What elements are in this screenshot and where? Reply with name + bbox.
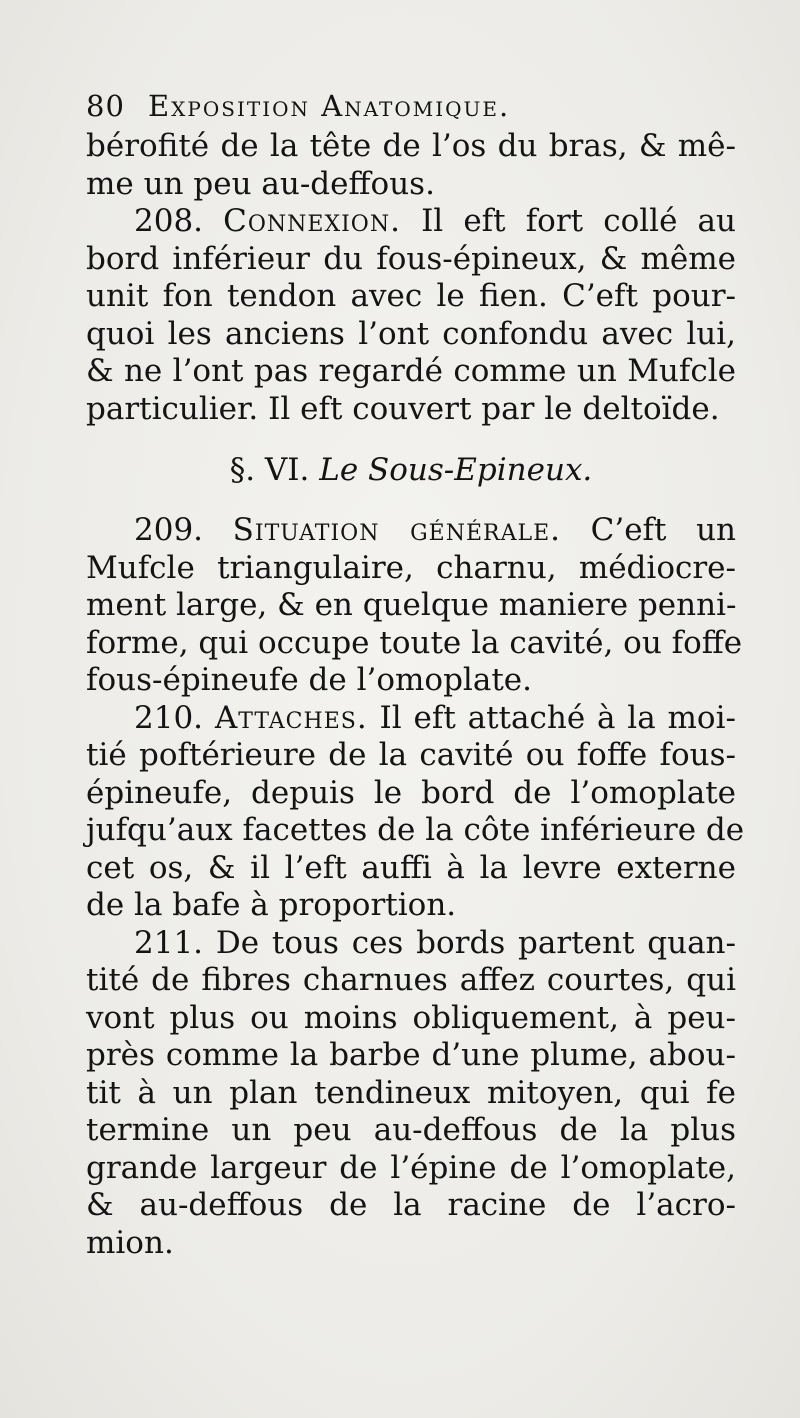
text-fragment: De tous ces bords partent quan- — [215, 924, 736, 961]
text-line: cet os, & il l’eft auffi à la levre externe — [86, 849, 736, 886]
page-header — [86, 84, 726, 128]
text-line: fous-épineufe de l’omoplate. — [86, 662, 532, 698]
text-line: tité de fibres charnues affez courtes, qui — [86, 962, 736, 998]
text-line: vont plus ou moins obliquement, à peu- — [86, 999, 736, 1036]
body-text — [86, 128, 745, 1262]
text-line: bérofité de la tête de l’os du bras, & mê- — [86, 128, 736, 164]
text-line: & ne l’ont pas regardé comme un Mufcle — [86, 353, 736, 389]
paragraph-211-first-line — [86, 925, 736, 963]
text-line: quoi les anciens l’ont confondu avec lui, — [86, 315, 736, 352]
paragraph-heading: Connexion. — [223, 203, 401, 239]
paragraph-number: 208. — [134, 203, 204, 239]
text-fragment: Il eft attaché à la moi- — [379, 699, 736, 736]
text-line: bord inférieur du fous-épineux, & même — [86, 240, 736, 277]
paragraph-heading: Situation générale. — [232, 512, 561, 548]
text-line: Mufcle triangulaire, charnu, médiocre- — [86, 549, 736, 586]
paragraph-209-first-line — [86, 512, 736, 550]
text-line: forme, qui occupe toute la cavité, ou foffe — [86, 624, 743, 661]
text-line: particulier. Il eft couvert par le deltoïde. — [86, 390, 720, 427]
text-fragment: C’eft un — [590, 512, 737, 548]
paragraph-208-first-line — [86, 203, 736, 241]
text-fragment: Il eft fort collé au — [421, 203, 736, 239]
text-line: & au-deffous de la racine de l’acro- — [86, 1187, 736, 1223]
paragraph-heading: Attaches. — [214, 699, 368, 736]
paragraph-number: 209. — [134, 512, 204, 548]
paragraph-210-first-line — [86, 700, 736, 738]
text-line: jufqu’aux facettes de la côte inférieure de — [86, 812, 745, 848]
section-number: §. VI. — [229, 452, 310, 488]
text-line: mion. — [86, 1224, 174, 1261]
text-line: ment large, & en quelque maniere penni- — [86, 587, 737, 623]
page-number: 80 — [86, 89, 125, 123]
text-line: près comme la barbe d’une plume, abou- — [86, 1037, 736, 1073]
running-title: Exposition Anatomique. — [148, 89, 511, 123]
text-line: de la bafe à proportion. — [86, 887, 457, 923]
text-line: termine un peu au-deffous de la plus — [86, 1112, 736, 1148]
paragraph-number: 210. — [134, 699, 204, 736]
section-heading — [86, 428, 736, 512]
text-line: grande largeur de l’épine de l’omoplate, — [86, 1149, 736, 1186]
section-title: Le Sous-Epineux. — [319, 452, 593, 488]
paragraph-number: 211. — [134, 924, 204, 961]
text-line: tié poftérieure de la cavité ou foffe fous- — [86, 737, 736, 773]
text-line: épineufe, depuis le bord de l’omoplate — [86, 774, 736, 811]
text-line: unit fon tendon avec le fien. C’eft pour- — [86, 278, 736, 314]
text-line: me un peu au-deffous. — [86, 165, 435, 202]
text-line: tit à un plan tendineux mitoyen, qui fe — [86, 1074, 736, 1111]
